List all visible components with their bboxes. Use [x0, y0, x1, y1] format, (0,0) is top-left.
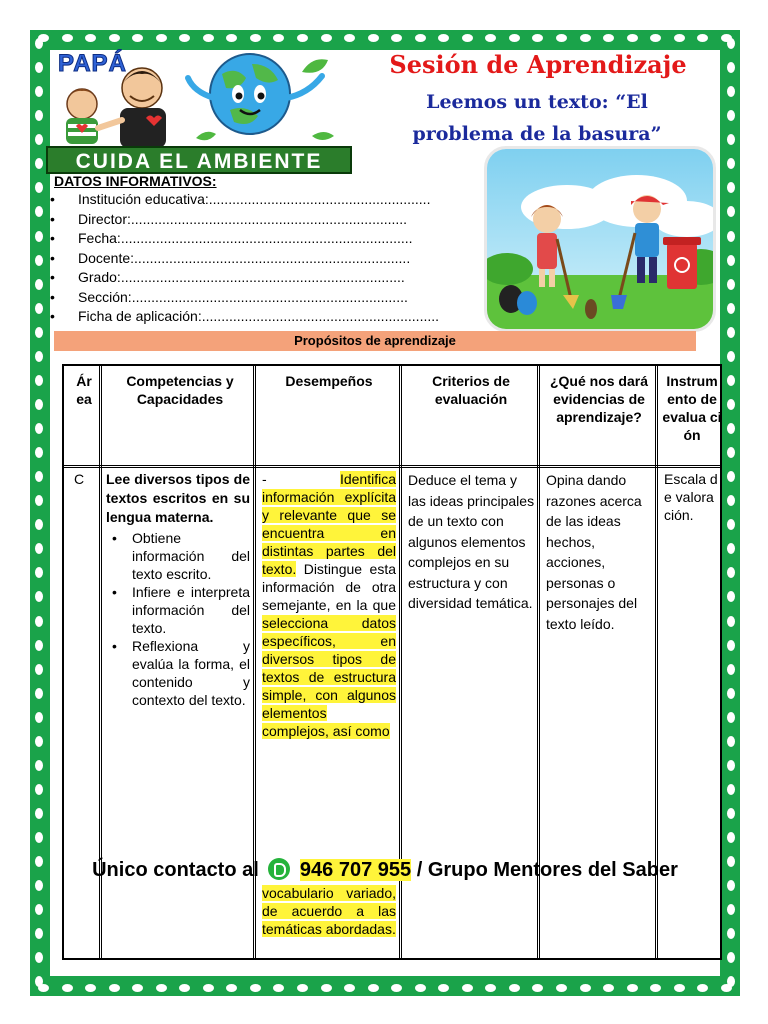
frame-dot — [273, 984, 284, 992]
frame-dot — [727, 182, 735, 193]
bullet-icon: • — [50, 210, 55, 227]
frame-dot — [35, 327, 43, 338]
frame-dot — [727, 712, 735, 723]
frame-dot — [485, 984, 496, 992]
frame-dot — [35, 38, 43, 49]
frame-dot — [727, 255, 735, 266]
frame-dot — [35, 206, 43, 217]
frame-dot — [35, 832, 43, 843]
frame-dot — [35, 447, 43, 458]
frame-dot — [727, 784, 735, 795]
frame-dot — [35, 279, 43, 290]
frame-dot — [368, 34, 379, 42]
frame-dots-right — [724, 38, 738, 988]
contact-suffix: / Grupo Mentores del Saber — [411, 859, 678, 881]
frame-dot — [727, 303, 735, 314]
frame-dot — [62, 34, 73, 42]
frame-dot — [727, 688, 735, 699]
frame-dot — [532, 984, 543, 992]
header-competencias: Competencias y Capacidades — [126, 373, 234, 407]
frame-dot — [556, 34, 567, 42]
session-subtitle-line1: Leemos un texto: “El — [426, 91, 648, 113]
session-subtitle — [362, 86, 712, 150]
frame-dot — [35, 904, 43, 915]
frame-dot — [35, 640, 43, 651]
frame-dot — [35, 86, 43, 97]
frame-dots-left — [32, 38, 46, 988]
frame-dot — [35, 760, 43, 771]
frame-dot — [727, 640, 735, 651]
logo-slogan: CUIDA EL AMBIENTE — [46, 146, 352, 174]
frame-dot — [391, 34, 402, 42]
frame-dot — [344, 984, 355, 992]
frame-dot — [462, 34, 473, 42]
frame-dot — [321, 984, 332, 992]
frame-dot — [727, 543, 735, 554]
frame-dot — [35, 736, 43, 747]
competencia-title: Lee diversos tipos de textos escritos en su lengua materna. — [106, 471, 250, 525]
frame-dots-top — [38, 31, 732, 45]
header-instrumento: Instrum ento de evalua ción — [662, 373, 722, 443]
contact-banner — [54, 858, 716, 882]
frame-dot — [727, 856, 735, 867]
frame-dot — [250, 984, 261, 992]
desempeno-dash: - — [262, 471, 340, 487]
frame-dot — [727, 206, 735, 217]
frame-dot — [35, 616, 43, 627]
frame-dot — [650, 984, 661, 992]
propositos-header: Propósitos de aprendizaje — [54, 331, 696, 351]
frame-dot — [85, 34, 96, 42]
frame-dot — [727, 231, 735, 242]
frame-dot — [35, 423, 43, 434]
frame-dot — [35, 784, 43, 795]
frame-dot — [727, 904, 735, 915]
frame-dot — [674, 984, 685, 992]
frame-dot — [132, 984, 143, 992]
contact-prefix: Único contacto al — [92, 859, 265, 881]
frame-dot — [156, 984, 167, 992]
frame-dot — [35, 62, 43, 73]
bullet-icon: • — [112, 638, 117, 654]
frame-dot — [727, 134, 735, 145]
frame-dot — [109, 34, 120, 42]
frame-dot — [580, 34, 591, 42]
frame-dot — [321, 34, 332, 42]
frame-dot — [509, 34, 520, 42]
frame-dot — [35, 880, 43, 891]
bullet-icon: • — [112, 530, 117, 546]
header-desempenos: Desempeños — [285, 373, 373, 389]
frame-dot — [556, 984, 567, 992]
frame-dot — [580, 984, 591, 992]
bullet-icon: • — [50, 288, 55, 305]
cell-area: C — [74, 471, 85, 487]
frame-dot — [509, 984, 520, 992]
frame-dot — [297, 34, 308, 42]
frame-dot — [297, 984, 308, 992]
frame-dot — [35, 134, 43, 145]
frame-dot — [85, 984, 96, 992]
frame-dot — [35, 952, 43, 963]
datos-informativos-list — [48, 190, 486, 327]
cell-instrumento: Escala de valoración. — [664, 471, 718, 523]
logo-papa-text: PAPÁ — [58, 50, 127, 77]
header-criterios: Criterios de evaluación — [432, 373, 510, 407]
frame-dot — [485, 34, 496, 42]
frame-dot — [727, 375, 735, 386]
frame-dot — [697, 984, 708, 992]
desempeno-text-2: Distingue esta información de otra semejante, en la que — [262, 561, 396, 613]
frame-dot — [35, 712, 43, 723]
frame-dot — [35, 158, 43, 169]
frame-dot — [35, 399, 43, 410]
datos-item-ficha: • Ficha de aplicación: ............................................................. — [48, 307, 486, 327]
frame-dot — [727, 447, 735, 458]
frame-dot — [35, 976, 43, 987]
logo-papa-cuida-ambiente — [46, 44, 356, 176]
frame-dot — [109, 984, 120, 992]
frame-dot — [727, 591, 735, 602]
frame-dot — [368, 984, 379, 992]
frame-dot — [35, 856, 43, 867]
capacidad-item: • Reflexiona y evalúa la forma, el contenido y contexto del texto. — [106, 637, 250, 709]
frame-dot — [273, 34, 284, 42]
frame-dot — [727, 495, 735, 506]
frame-dot — [727, 110, 735, 121]
datos-item-grado: • Grado: ......................................................................... — [48, 268, 486, 288]
frame-dot — [35, 519, 43, 530]
frame-dot — [727, 760, 735, 771]
frame-dot — [226, 34, 237, 42]
frame-dot — [203, 34, 214, 42]
cell-competencias — [106, 470, 250, 709]
frame-dot — [727, 279, 735, 290]
frame-dot — [35, 110, 43, 121]
frame-dot — [727, 471, 735, 482]
cell-criterios: Deduce el tema y las ideas principales de un texto con algunos elementos complejos en su estructura y con diversidad temática. — [408, 472, 535, 611]
cell-desempenos-tail — [262, 884, 396, 938]
bullet-icon: • — [50, 249, 55, 266]
frame-dot — [727, 664, 735, 675]
frame-dot — [344, 34, 355, 42]
frame-dot — [727, 38, 735, 49]
frame-dot — [727, 519, 735, 530]
datos-item-institucion: • Institución educativa: ......................................................... — [48, 190, 486, 210]
desempeno-highlight-1: Identifica información explícita y relevante que se encuentra en distintas partes del texto. — [262, 471, 396, 577]
frame-dot — [727, 567, 735, 578]
frame-dot — [35, 808, 43, 819]
frame-dot — [674, 34, 685, 42]
frame-dot — [35, 591, 43, 602]
frame-dot — [35, 543, 43, 554]
frame-dot — [179, 34, 190, 42]
kids-recycling-illustration — [484, 146, 716, 332]
frame-dot — [650, 34, 661, 42]
frame-dot — [627, 34, 638, 42]
frame-dot — [132, 34, 143, 42]
header-area: Ár ea — [76, 373, 92, 407]
frame-dot — [727, 880, 735, 891]
desempeno-highlight-4: vocabulario variado, de acuerdo a las temáticas abordadas. — [262, 885, 396, 937]
bullet-icon: • — [50, 269, 55, 285]
frame-dot — [35, 375, 43, 386]
frame-dot — [35, 664, 43, 675]
frame-dot — [35, 182, 43, 193]
bullet-icon: • — [112, 584, 117, 600]
frame-dot — [727, 62, 735, 73]
frame-dots-bottom — [38, 981, 732, 995]
cell-evidencias: Opina dando razones acerca de las ideas hechos, acciones, personas o personajes del texto leído. — [546, 472, 642, 632]
frame-dot — [727, 736, 735, 747]
frame-dot — [35, 231, 43, 242]
datos-item-fecha: • Fecha: ........................................................................... — [48, 229, 486, 249]
header-evidencias: ¿Qué nos dará evidencias de aprendizaje? — [549, 373, 649, 425]
frame-dot — [35, 351, 43, 362]
frame-dot — [727, 423, 735, 434]
frame-dot — [727, 808, 735, 819]
datos-item-director: • Director: ....................................................................... — [48, 210, 486, 230]
frame-dot — [603, 34, 614, 42]
frame-dot — [532, 34, 543, 42]
bullet-icon: • — [50, 191, 55, 207]
frame-dot — [203, 984, 214, 992]
datos-informativos-title: DATOS INFORMATIVOS: — [54, 173, 217, 189]
frame-dot — [35, 495, 43, 506]
frame-dot — [438, 984, 449, 992]
frame-dot — [250, 34, 261, 42]
desempeno-highlight-3: selecciona datos específicos, en diversos tipos de textos de estructura simple, con algunos elementos complejos, así como — [262, 615, 396, 739]
frame-dot — [35, 567, 43, 578]
frame-dot — [727, 616, 735, 627]
frame-dot — [35, 303, 43, 314]
frame-dot — [627, 984, 638, 992]
whatsapp-icon — [268, 858, 290, 880]
capacidad-item: • Infiere e interpreta información del texto. — [106, 583, 250, 637]
frame-dot — [226, 984, 237, 992]
frame-dot — [391, 984, 402, 992]
session-subtitle-line2: problema de la basura” — [412, 123, 662, 145]
frame-dot — [727, 86, 735, 97]
frame-dot — [727, 928, 735, 939]
frame-dot — [727, 351, 735, 362]
frame-dot — [603, 984, 614, 992]
frame-dot — [62, 984, 73, 992]
frame-dot — [462, 984, 473, 992]
frame-dot — [727, 976, 735, 987]
frame-dot — [727, 158, 735, 169]
frame-dot — [438, 34, 449, 42]
frame-dot — [156, 34, 167, 42]
frame-dot — [697, 34, 708, 42]
datos-item-seccion: • Sección: ....................................................................... — [48, 288, 486, 308]
frame-dot — [35, 255, 43, 266]
bullet-icon: • — [50, 230, 55, 246]
contact-phone[interactable]: 946 707 955 — [299, 859, 412, 881]
frame-dot — [415, 984, 426, 992]
capacidades-list — [106, 529, 250, 709]
datos-item-docente: • Docente: ....................................................................... — [48, 249, 486, 269]
capacidad-item: • Obtiene información del texto escrito. — [106, 529, 250, 583]
frame-dot — [727, 952, 735, 963]
bullet-icon: • — [50, 308, 55, 324]
session-title: Sesión de Aprendizaje — [389, 50, 687, 79]
header-row-divider — [64, 465, 720, 468]
frame-dot — [35, 688, 43, 699]
frame-dot — [727, 399, 735, 410]
frame-dot — [415, 34, 426, 42]
frame-dot — [727, 832, 735, 843]
frame-dot — [35, 928, 43, 939]
frame-dot — [727, 327, 735, 338]
frame-dot — [179, 984, 190, 992]
frame-dot — [35, 471, 43, 482]
